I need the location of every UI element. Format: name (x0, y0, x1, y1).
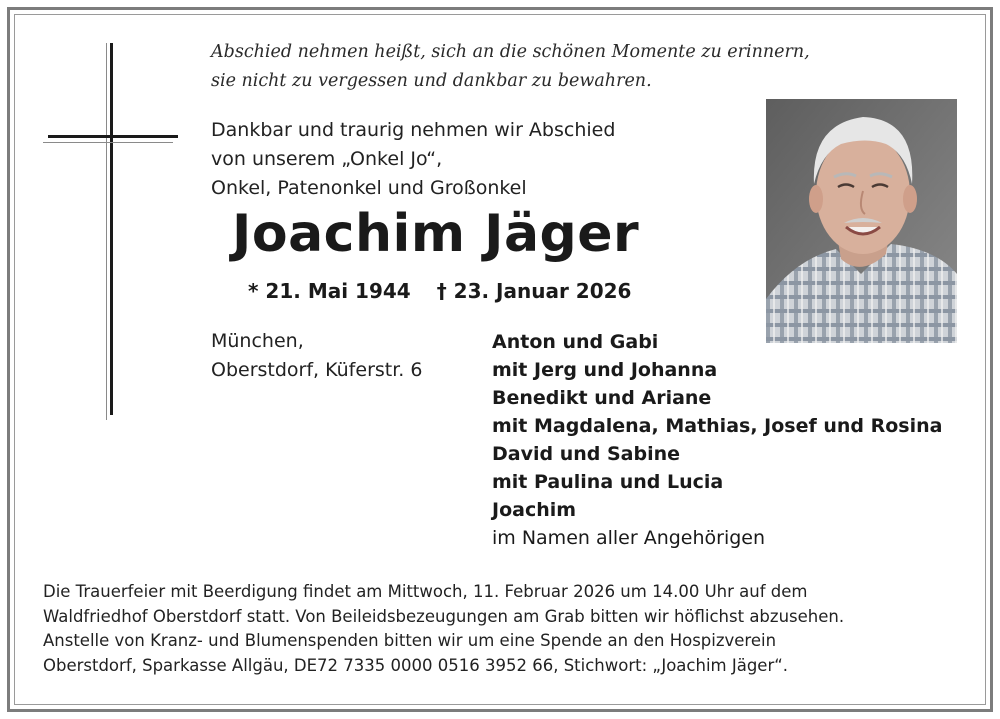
quote-line: Abschied nehmen heißt, sich an die schönen Momente zu erinnern, (211, 42, 810, 62)
intro-text (211, 116, 615, 203)
birth-date: * 21. Mai 1944 (248, 279, 411, 303)
notice-line: Oberstdorf, Sparkasse Allgäu, DE72 7335 0000 0516 3952 66, Stichwort: „Joachim Jäger“. (43, 655, 789, 675)
place-line: München, (211, 330, 304, 352)
deceased-name: Joachim Jäger (232, 204, 640, 264)
farewell-quote (211, 38, 810, 96)
service-notice (43, 580, 844, 678)
mourner-line: mit Jerg und Johanna (492, 359, 718, 381)
mourner-line: Anton und Gabi (492, 331, 659, 353)
mourner-line: mit Paulina und Lucia (492, 471, 724, 493)
notice-line: Anstelle von Kranz- und Blumenspenden bitten wir um eine Spende an den Hospizverein (43, 631, 777, 650)
quote-line: sie nicht zu vergessen und dankbar zu bewahren. (211, 71, 652, 91)
notice-line: Die Trauerfeier mit Beerdigung findet am Mittwoch, 11. Februar 2026 um 14.00 Uhr auf dem (43, 582, 808, 601)
place-line: Oberstdorf, Küferstr. 6 (211, 359, 423, 381)
life-dates (248, 279, 631, 303)
intro-line: Dankbar und traurig nehmen wir Abschied (211, 119, 616, 141)
portrait-photo (766, 99, 957, 343)
mourners-closing: im Namen aller Angehörigen (492, 527, 766, 549)
death-date: † 23. Januar 2026 (436, 279, 632, 303)
mourner-line: Joachim (492, 499, 577, 521)
intro-line: Onkel, Patenonkel und Großonkel (211, 177, 527, 199)
residence (211, 327, 422, 385)
intro-line: von unserem „Onkel Jo“, (211, 148, 443, 170)
mourner-line: Benedikt und Ariane (492, 387, 712, 409)
mourner-line: David und Sabine (492, 443, 681, 465)
mourner-line: mit Magdalena, Mathias, Josef und Rosina (492, 415, 943, 437)
mourners-list (492, 328, 942, 552)
notice-line: Waldfriedhof Oberstdorf statt. Von Beileidsbezeugungen am Grab bitten wir höflichst abzusehen. (43, 606, 845, 626)
